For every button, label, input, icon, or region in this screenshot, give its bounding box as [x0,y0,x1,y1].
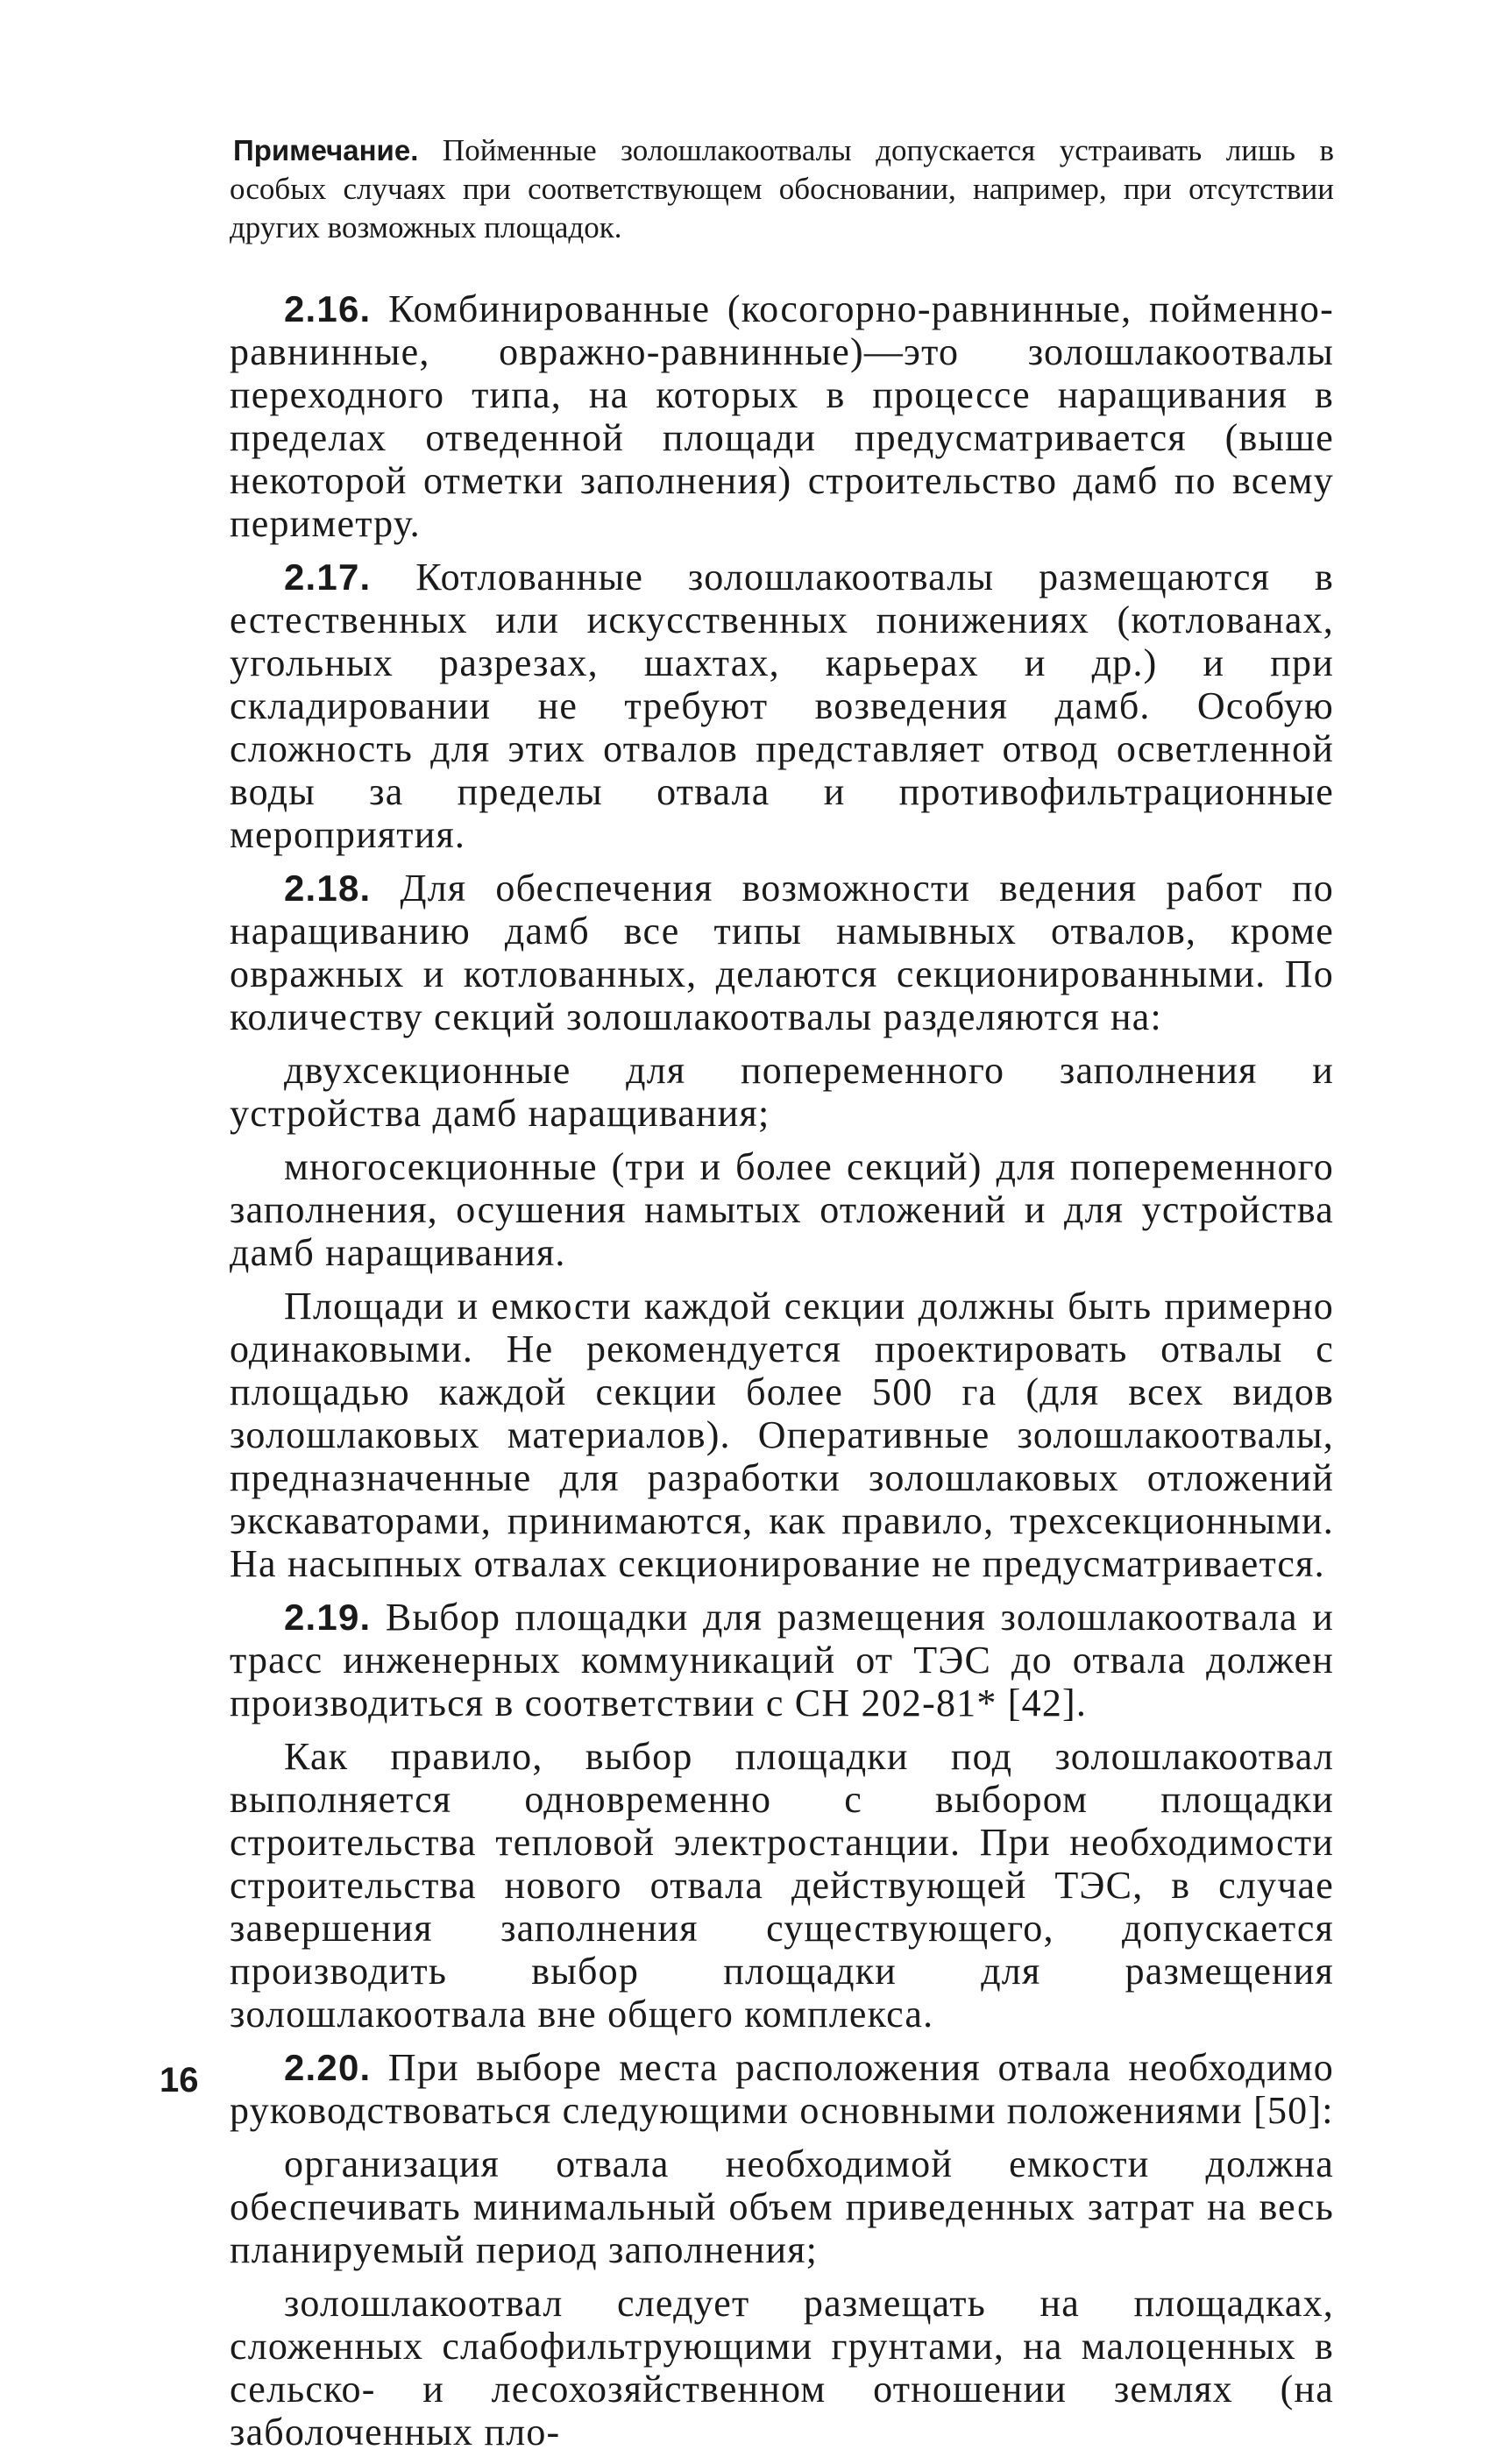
paragraph-text: организация отвала необходимой емкости должна обеспечивать минимальный объем приведенных затрат на весь планируемый период заполнения; [230,2142,1334,2271]
paragraph-text: Комбинированные (косогорно-равнинные, пойменно-равнинные, овражно-равнинные)—это золошлакоотвалы переходного типа, на которых в процессе наращивания в пределах отведенной площади предусматривается (выше некоторой отметки заполнения) строительство дамб по всему периметру. [230,287,1334,545]
paragraph-text: Как правило, выбор площадки под золошлакоотвал выполняется одновременно с выбором площадки строительства тепловой электростанции. При необходимости строительства нового отвала действующей ТЭС, в случае завершения заполнения существующего, допускается производить выбор площадки для размещения золошлакоотвала вне общего комплекса. [230,1735,1334,2036]
list-item-placement [230,2282,1334,2453]
list-item-two-section [230,1049,1334,1135]
paragraph-2-18 [230,867,1334,1038]
paragraph-text: многосекционные (три и более секций) для попеременного заполнения, осушения намытых отложений и для устройства дамб наращивания. [230,1145,1334,1274]
paragraph-section-areas [230,1285,1334,1585]
paragraph-2-20 [230,2046,1334,2132]
paragraph-text: Площади и емкости каждой секции должны быть примерно одинаковыми. Не рекомендуется проектировать отвалы с площадью каждой секции более 500 га (для всех видов золошлаковых материалов). Оперативные золошлакоотвалы, предназначенные для разработки золошлаковых отложений экскаваторами, принимаются, как правило, трехсекционными. На насыпных отвалах секционирование не предусматривается. [230,1285,1334,1585]
list-item-capacity [230,2142,1334,2271]
page-number: 16 [160,2061,199,2099]
clause-number: 2.18. [284,867,372,909]
note-paragraph [230,131,1334,247]
note-label: Примечание. [233,134,419,166]
clause-number: 2.20. [284,2047,372,2088]
page-body [230,131,1334,2464]
paragraph-site-selection [230,1735,1334,2036]
clause-number: 2.16. [284,288,372,329]
paragraph-text: двухсекционные для попеременного заполнения и устройства дамб наращивания; [230,1049,1334,1135]
paragraph-2-16 [230,287,1334,545]
paragraph-text: Котлованные золошлакоотвалы размещаются в естественных или искусственных понижениях (котлованах, угольных разрезах, шахтах, карьерах и др.) и при складировании не требуют возведения дамб. Особую сложность для этих отвалов представляет отвод осветленной воды за пределы отвала и противофильтрационные мероприятия. [230,556,1334,856]
note-text: Пойменные золошлакоотвалы допускается устраивать лишь в особых случаях при соответствующем обосновании, например, при отсутствии других возможных площадок. [230,133,1334,244]
paragraph-text: Выбор площадки для размещения золошлакоотвала и трасс инженерных коммуникаций от ТЭС до отвала должен производиться в соответствии с СН 202-81* [42]. [230,1596,1334,1724]
paragraph-text: золошлакоотвал следует размещать на площадках, сложенных слабофильтрующими грунтами, на малоценных в сельско- и лесохозяйственном отношении землях (на заболоченных пло- [230,2282,1334,2453]
paragraph-text: Для обеспечения возможности ведения работ по наращиванию дамб все типы намывных отвалов, кроме овражных и котлованных, делаются секционированными. По количеству секций золошлакоотвалы разделяются на: [230,867,1334,1038]
paragraph-2-19 [230,1596,1334,1724]
clause-number: 2.19. [284,1597,372,1638]
list-item-multi-section [230,1145,1334,1274]
clause-number: 2.17. [284,556,372,598]
paragraph-2-17 [230,556,1334,856]
paragraph-text: При выборе места расположения отвала необходимо руководствоваться следующими основными положениями [50]: [230,2046,1334,2132]
